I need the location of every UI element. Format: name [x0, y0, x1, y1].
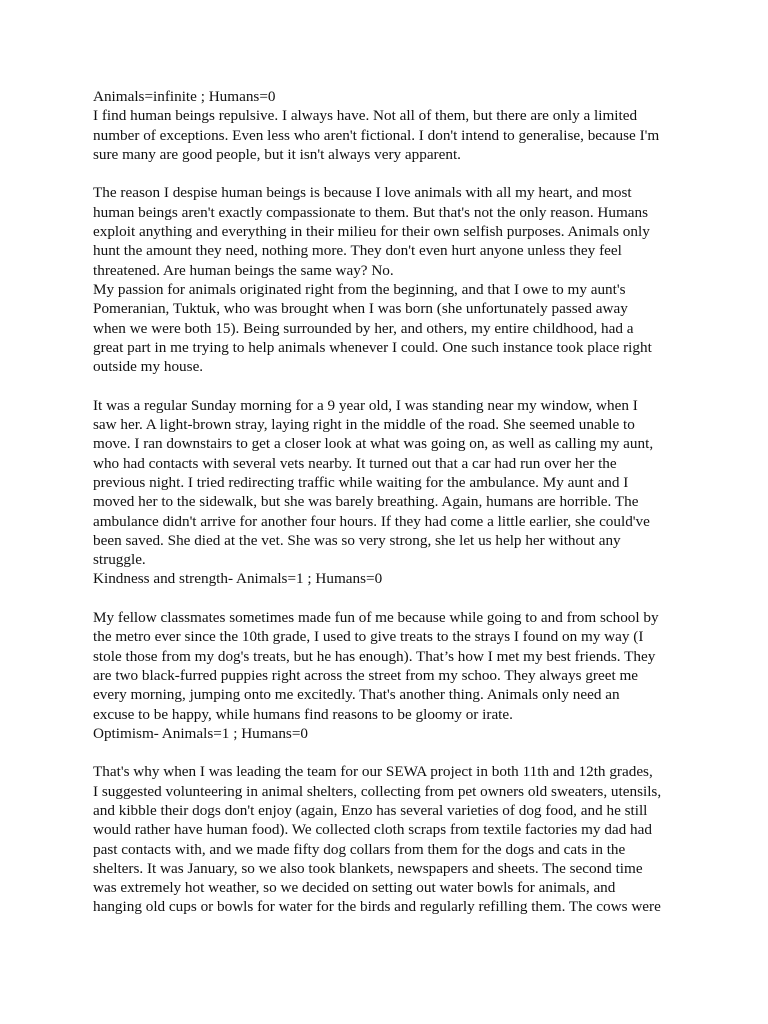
text-line: struggle. — [93, 551, 146, 569]
text-line: human beings aren't exactly compassionate to them. But that's not the only reason. Humans — [93, 203, 649, 221]
text-line: when we were both 15). Being surrounded by her, and others, my entire childhood, had a — [93, 319, 634, 337]
paragraph-break — [93, 589, 683, 608]
text-line: who had contacts with several vets nearby. It turned out that a car had run over her the — [93, 454, 617, 472]
text-line: Kindness and strength- Animals=1 ; Humans=0 — [93, 570, 383, 588]
text-line: previous night. I tried redirecting traffic while waiting for the ambulance. My aunt and I — [93, 473, 629, 491]
text-line: sure many are good people, but it isn't always very apparent. — [93, 145, 461, 163]
text-line: outside my house. — [93, 358, 204, 376]
text-line: every morning, jumping onto me excitedly. That's another thing. Animals only need an — [93, 686, 620, 704]
text-line: and kibble their dogs don't enjoy (again, Enzo has several varieties of dog food, and he still — [93, 801, 648, 819]
paragraph-break — [93, 743, 683, 762]
text-line: excuse to be happy, while humans find reasons to be gloomy or irate. — [93, 705, 513, 723]
text-line: been saved. She died at the vet. She was so very strong, she let us help her without any — [93, 531, 621, 549]
text-line: was extremely hot weather, so we decided on setting out water bowls for animals, and — [93, 879, 616, 897]
text-line: would rather have human food). We collected cloth scraps from textile factories my dad had — [93, 821, 652, 839]
text-line: That's why when I was leading the team for our SEWA project in both 11th and 12th grades, — [93, 763, 653, 781]
text-line: exploit anything and everything in their milieu for their own selfish purposes. Animals only — [93, 223, 650, 241]
text-line: moved her to the sidewalk, but she was barely breathing. Again, humans are horrible. The — [93, 493, 639, 511]
text-line: past contacts with, and we made fifty dog collars from them for the dogs and cats in the — [93, 840, 626, 858]
text-line: hunt the amount they need, nothing more. They don't even hurt anyone unless they feel — [93, 242, 622, 260]
text-line: shelters. It was January, so we also took blankets, newspapers and sheets. The second time — [93, 859, 643, 877]
text-line: ambulance didn't arrive for another four hours. If they had come a little earlier, she could've — [93, 512, 650, 530]
text-line: Pomeranian, Tuktuk, who was brought when I was born (she unfortunately passed away — [93, 300, 628, 318]
text-line: stole those from my dog's treats, but he has enough). That’s how I met my best friends. They — [93, 647, 656, 665]
paragraph-break — [93, 164, 683, 183]
text-line: My fellow classmates sometimes made fun of me because while going to and from school by — [93, 609, 659, 627]
text-line: My passion for animals originated right from the beginning, and that I owe to my aunt's — [93, 280, 626, 298]
paragraph-break — [93, 376, 683, 395]
text-line: number of exceptions. Even less who aren't fictional. I don't intend to generalise, because I'm — [93, 126, 660, 144]
text-line: the metro ever since the 10th grade, I used to give treats to the strays I found on my way (I — [93, 628, 644, 646]
text-line: hanging old cups or bowls for water for the birds and regularly refilling them. The cows were — [93, 898, 661, 916]
text-line: threatened. Are human beings the same way? No. — [93, 261, 394, 279]
text-line: are two black-furred puppies right across the street from my schoo. They always greet me — [93, 666, 639, 684]
text-line: Optimism- Animals=1 ; Humans=0 — [93, 724, 308, 742]
text-line: I suggested volunteering in animal shelters, collecting from pet owners old sweaters, utensils, — [93, 782, 662, 800]
text-line: It was a regular Sunday morning for a 9 year old, I was standing near my window, when I — [93, 396, 638, 414]
document-body — [93, 87, 683, 917]
text-line: I find human beings repulsive. I always have. Not all of them, but there are only a limited — [93, 107, 638, 125]
text-line: move. I ran downstairs to get a closer look at what was going on, as well as calling my aunt, — [93, 435, 654, 453]
text-line: saw her. A light-brown stray, laying right in the middle of the road. She seemed unable to — [93, 416, 635, 434]
text-line: Animals=infinite ; Humans=0 — [93, 88, 276, 105]
text-line: The reason I despise human beings is because I love animals with all my heart, and most — [93, 184, 632, 202]
text-line: great part in me trying to help animals whenever I could. One such instance took place right — [93, 338, 652, 356]
